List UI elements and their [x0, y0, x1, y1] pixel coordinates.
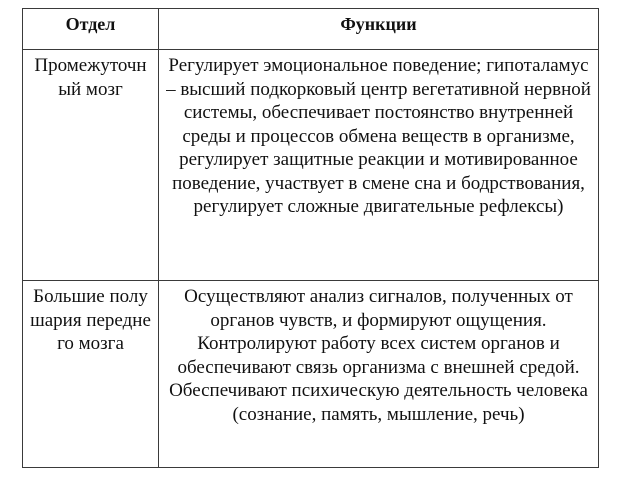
table-row [23, 50, 599, 281]
section-cell: Большие полушария переднего мозга [23, 281, 159, 468]
table-row [23, 281, 599, 468]
header-section: Отдел [23, 9, 159, 50]
brain-sections-table [22, 8, 599, 468]
functions-cell: Осуществляют анализ сигналов, полученных от органов чувств, и формируют ощущения. Контролируют работу всех систем органов и обеспечивают связь организма с внешней средой. Обеспечивают психическую деятельность человека (сознание, память, мышление, речь) [159, 281, 599, 468]
table-body [23, 50, 599, 468]
section-cell: Промежуточный мозг [23, 50, 159, 281]
header-row [23, 9, 599, 50]
header-functions: Функции [159, 9, 599, 50]
table-header [23, 9, 599, 50]
functions-cell: Регулирует эмоциональное поведение; гипоталамус – высший подкорковый центр вегетативной нервной системы, обеспечивает постоянство внутренней среды и процессов обмена веществ в организме, регулирует защитные реакции и мотивированное поведение, участвует в смене сна и бодрствования, регулирует сложные двигательные рефлексы) [159, 50, 599, 281]
